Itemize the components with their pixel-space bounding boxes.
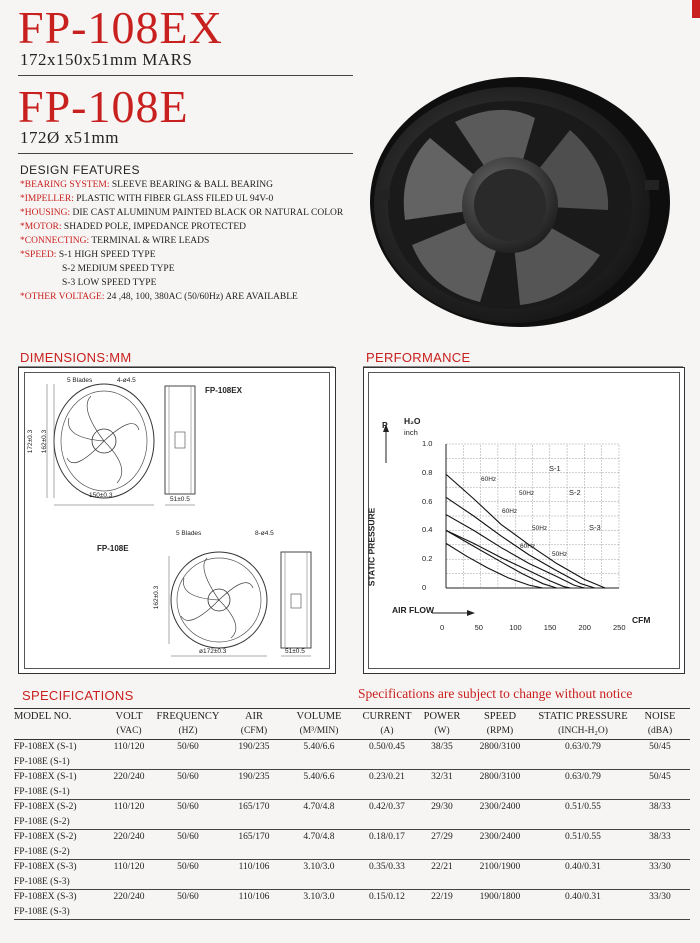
speed-curve-label: S-3 [589, 523, 601, 532]
model-ex-cell: FP-108EX (S-2) [14, 832, 77, 843]
model-title-ex: FP-108EX [18, 2, 223, 53]
freq-cell: 50/60 [177, 742, 199, 753]
x-unit-label: CFM [632, 615, 651, 625]
frequency-label: 50Hz [519, 490, 535, 497]
x-tick-label: 250 [613, 623, 626, 632]
empty-cell [536, 905, 630, 920]
unit-air: (CFM) [224, 724, 284, 740]
ex-blades-label: 5 Blades [67, 377, 93, 384]
freq-cell: 50/60 [177, 802, 199, 813]
noise-cell: 38/33 [649, 832, 671, 843]
empty-cell [224, 875, 284, 890]
table-row [14, 755, 690, 770]
spec-unit-row [14, 724, 690, 740]
model-ex-cell: FP-108EX (S-3) [14, 862, 77, 873]
feature-other-voltage: *OTHER VOLTAGE: 24 ,48, 100, 380AC (50/60Hz) ARE AVAILABLE [20, 292, 298, 302]
feature-impeller: *IMPELLER: PLASTIC WITH FIBER GLASS FILED UL 94V-0 [20, 194, 274, 204]
power-cell: 27/29 [431, 832, 453, 843]
col-model: MODEL NO. [14, 709, 106, 725]
freq-cell: 50/60 [177, 862, 199, 873]
curve-s-3-50hz [446, 543, 543, 588]
empty-cell [536, 785, 630, 800]
model-e-cell: FP-108E (S-1) [14, 755, 106, 770]
table-row [14, 830, 690, 845]
unit-power: (W) [420, 724, 464, 740]
empty-cell [224, 815, 284, 830]
unit-current: (A) [354, 724, 420, 740]
empty-cell [284, 875, 354, 890]
spec-header-row [14, 709, 690, 725]
col-volume: VOLUME [284, 709, 354, 725]
empty-cell [284, 815, 354, 830]
empty-cell [354, 905, 420, 920]
speed-cell: 2300/2400 [479, 802, 521, 813]
empty-cell [106, 905, 152, 920]
col-volt: VOLT [106, 709, 152, 725]
empty-cell [630, 755, 690, 770]
header-divider [18, 75, 353, 76]
volt-cell: 110/120 [113, 802, 145, 813]
volt-cell: 220/240 [113, 892, 145, 903]
spec-notice: Specifications are subject to change without notice [358, 686, 633, 701]
pressure-cell: 0.51/0.55 [565, 832, 601, 843]
col-power: POWER [420, 709, 464, 725]
volume-cell: 4.70/4.8 [303, 832, 335, 843]
empty-cell [420, 845, 464, 860]
ex-drawing-title: FP-108EX [205, 386, 242, 395]
model-e-cell: FP-108E (S-2) [14, 845, 106, 860]
col-current: CURRENT [354, 709, 420, 725]
empty-cell [536, 815, 630, 830]
current-cell: 0.18/0.17 [369, 832, 405, 843]
air-cell: 110/106 [238, 862, 270, 873]
empty-cell [224, 755, 284, 770]
volume-cell: 3.10/3.0 [303, 862, 335, 873]
x-tick-label: 50 [474, 623, 483, 632]
volume-cell: 3.10/3.0 [303, 892, 335, 903]
ex-depth: 51±0.5 [170, 496, 190, 503]
e-diameter: ø172±0.3 [199, 648, 227, 655]
speed-curve-label: S-1 [549, 464, 561, 473]
model-e-cell: FP-108E (S-2) [14, 815, 106, 830]
feature-speed-s2: S-2 MEDIUM SPEED TYPE [62, 264, 175, 274]
power-cell: 22/21 [431, 862, 453, 873]
y-tick-label: 0.4 [422, 525, 433, 535]
unit-volt: (VAC) [106, 724, 152, 740]
empty-cell [152, 875, 224, 890]
air-cell: 165/170 [238, 832, 270, 843]
pressure-cell: 0.40/0.31 [565, 892, 601, 903]
features-divider [18, 153, 353, 154]
table-row [14, 785, 690, 800]
model-e-cell: FP-108E (S-1) [14, 785, 106, 800]
x-tick-label: 200 [578, 623, 591, 632]
model-ex-cell: FP-108EX (S-3) [14, 892, 77, 903]
empty-cell [536, 755, 630, 770]
frequency-label: 60Hz [481, 476, 497, 483]
x-tick-label: 0 [440, 623, 445, 632]
pressure-cell: 0.51/0.55 [565, 802, 601, 813]
empty-cell [354, 785, 420, 800]
y-axis-label: STATIC PRESSURE [366, 507, 377, 587]
noise-cell: 38/33 [649, 802, 671, 813]
noise-cell: 33/30 [649, 862, 671, 873]
speed-cell: 1900/1800 [479, 892, 521, 903]
empty-cell [284, 755, 354, 770]
table-row [14, 845, 690, 860]
pressure-cell: 0.63/0.79 [565, 772, 601, 783]
current-cell: 0.15/0.12 [369, 892, 405, 903]
empty-cell [420, 875, 464, 890]
empty-cell [106, 785, 152, 800]
empty-cell [420, 815, 464, 830]
air-cell: 190/235 [238, 742, 270, 753]
empty-cell [224, 905, 284, 920]
table-row [14, 740, 690, 755]
empty-cell [420, 905, 464, 920]
speed-cell: 2100/1900 [479, 862, 521, 873]
table-row [14, 905, 690, 920]
model-e-cell: FP-108E (S-3) [14, 905, 106, 920]
ex-width: 150±0.3 [89, 492, 113, 499]
empty-cell [354, 815, 420, 830]
performance-chart [364, 368, 684, 673]
table-row [14, 815, 690, 830]
feature-connecting: *CONNECTING: TERMINAL & WIRE LEADS [20, 236, 210, 246]
empty-cell [464, 755, 536, 770]
x-tick-label: 100 [509, 623, 522, 632]
empty-cell [464, 845, 536, 860]
empty-cell [630, 845, 690, 860]
pressure-cell: 0.40/0.31 [565, 862, 601, 873]
y-tick-label: 1.0 [422, 439, 433, 448]
dimension-drawings [19, 368, 335, 673]
current-cell: 0.35/0.33 [369, 862, 405, 873]
empty-cell [152, 815, 224, 830]
fan-photo [360, 70, 670, 335]
x-axis-label: AIR FLOW [392, 605, 435, 615]
noise-cell: 50/45 [649, 772, 671, 783]
e-holes-label: 8-ø4.5 [255, 530, 274, 537]
empty-cell [630, 875, 690, 890]
empty-cell [106, 815, 152, 830]
feature-housing: *HOUSING: DIE CAST ALUMINUM PAINTED BLACK OR NATURAL COLOR [20, 208, 344, 218]
current-cell: 0.23/0.21 [369, 772, 405, 783]
model-subtitle-ex: 172x150x51mm MARS [20, 50, 193, 69]
speed-cell: 2800/3100 [479, 772, 521, 783]
e-depth: 51±0.5 [285, 648, 305, 655]
feature-speed: *SPEED: S-1 HIGH SPEED TYPE [20, 250, 156, 260]
volt-cell: 110/120 [113, 862, 145, 873]
frequency-label: 50Hz [552, 551, 568, 558]
empty-cell [284, 785, 354, 800]
speed-cell: 2800/3100 [479, 742, 521, 753]
table-row [14, 890, 690, 905]
empty-cell [284, 845, 354, 860]
pressure-symbol: P [382, 420, 388, 430]
empty-cell [536, 845, 630, 860]
frequency-label: 50Hz [532, 525, 548, 532]
feature-speed-s3: S-3 LOW SPEED TYPE [62, 278, 157, 288]
table-row [14, 875, 690, 890]
y-tick-label: 0.8 [422, 467, 433, 477]
pressure-unit-inch: inch [404, 428, 418, 437]
model-ex-cell: FP-108EX (S-1) [14, 772, 77, 783]
empty-cell [630, 815, 690, 830]
table-row [14, 860, 690, 875]
empty-cell [354, 875, 420, 890]
empty-cell [536, 875, 630, 890]
empty-cell [464, 785, 536, 800]
empty-cell [106, 755, 152, 770]
unit-noise: (dBA) [630, 724, 690, 740]
freq-cell: 50/60 [177, 832, 199, 843]
y-tick-label: 0.2 [422, 554, 433, 564]
power-cell: 38/35 [431, 742, 453, 753]
table-row [14, 770, 690, 785]
performance-heading: PERFORMANCE [366, 350, 471, 365]
volume-cell: 4.70/4.8 [303, 802, 335, 813]
ex-height-outer: 172±0.3 [27, 429, 35, 454]
empty-cell [630, 785, 690, 800]
unit-model [14, 724, 106, 740]
empty-cell [224, 785, 284, 800]
volt-cell: 110/120 [113, 742, 145, 753]
col-speed: SPEED [464, 709, 536, 725]
empty-cell [152, 845, 224, 860]
col-air: AIR [224, 709, 284, 725]
speed-cell: 2300/2400 [479, 832, 521, 843]
model-ex-cell: FP-108EX (S-2) [14, 802, 77, 813]
empty-cell [420, 755, 464, 770]
volume-cell: 5.40/6.6 [303, 742, 335, 753]
empty-cell [224, 845, 284, 860]
model-title-e: FP-108E [18, 81, 189, 132]
speed-curve-label: S-2 [569, 488, 581, 497]
model-subtitle-e: 172Ø x51mm [20, 128, 119, 147]
empty-cell [152, 905, 224, 920]
empty-cell [152, 785, 224, 800]
ex-holes-label: 4-ø4.5 [117, 377, 136, 384]
x-tick-label: 150 [543, 623, 557, 632]
empty-cell [354, 755, 420, 770]
pressure-unit: H₂O [404, 416, 421, 426]
air-cell: 165/170 [238, 802, 270, 813]
unit-volume: (M³/MIN) [284, 724, 354, 740]
power-cell: 22/19 [431, 892, 453, 903]
col-noise: NOISE [630, 709, 690, 725]
empty-cell [630, 905, 690, 920]
e-drawing-title: FP-108E [97, 544, 129, 553]
e-height: 162±0.3 [153, 585, 161, 610]
empty-cell [464, 905, 536, 920]
performance-box [363, 367, 685, 674]
dimensions-heading: DIMENSIONS:MM [20, 350, 132, 365]
y-tick-label: 0.6 [422, 496, 433, 506]
specifications-heading: SPECIFICATIONS [22, 688, 134, 703]
feature-motor: *MOTOR: SHADED POLE, IMPEDANCE PROTECTED [20, 222, 246, 232]
noise-cell: 50/45 [649, 742, 671, 753]
y-tick-label: 0 [422, 583, 427, 592]
pressure-cell: 0.63/0.79 [565, 742, 601, 753]
e-blades-label: 5 Blades [176, 530, 202, 537]
current-cell: 0.42/0.37 [369, 802, 405, 813]
air-cell: 190/235 [238, 772, 270, 783]
empty-cell [464, 815, 536, 830]
frequency-label: 60Hz [520, 543, 536, 550]
empty-cell [284, 905, 354, 920]
feature-bearing: *BEARING SYSTEM: SLEEVE BEARING & BALL BEARING [20, 180, 273, 190]
table-row [14, 800, 690, 815]
col-static-pressure: STATIC PRESSURE [536, 709, 630, 725]
model-e-cell: FP-108E (S-3) [14, 875, 106, 890]
unit-frequency: (HZ) [152, 724, 224, 740]
unit-static-pressure: (INCH-H₂O) [536, 724, 630, 740]
model-ex-cell: FP-108EX (S-1) [14, 742, 77, 753]
power-cell: 29/30 [431, 802, 453, 813]
empty-cell [420, 785, 464, 800]
dimensions-box [18, 367, 336, 674]
volume-cell: 5.40/6.6 [303, 772, 335, 783]
volt-cell: 220/240 [113, 772, 145, 783]
current-cell: 0.50/0.45 [369, 742, 405, 753]
air-cell: 110/106 [238, 892, 270, 903]
col-frequency: FREQUENCY [152, 709, 224, 725]
empty-cell [106, 845, 152, 860]
noise-cell: 33/30 [649, 892, 671, 903]
power-cell: 32/31 [431, 772, 453, 783]
ex-height-inner: 162±0.3 [41, 429, 49, 454]
empty-cell [464, 875, 536, 890]
corner-tab [692, 0, 700, 18]
empty-cell [106, 875, 152, 890]
unit-speed: (RPM) [464, 724, 536, 740]
frequency-label: 60Hz [502, 508, 518, 515]
freq-cell: 50/60 [177, 772, 199, 783]
empty-cell [152, 755, 224, 770]
empty-cell [354, 845, 420, 860]
freq-cell: 50/60 [177, 892, 199, 903]
spec-table [14, 708, 690, 920]
features-title: DESIGN FEATURES [20, 163, 140, 177]
volt-cell: 220/240 [113, 832, 145, 843]
